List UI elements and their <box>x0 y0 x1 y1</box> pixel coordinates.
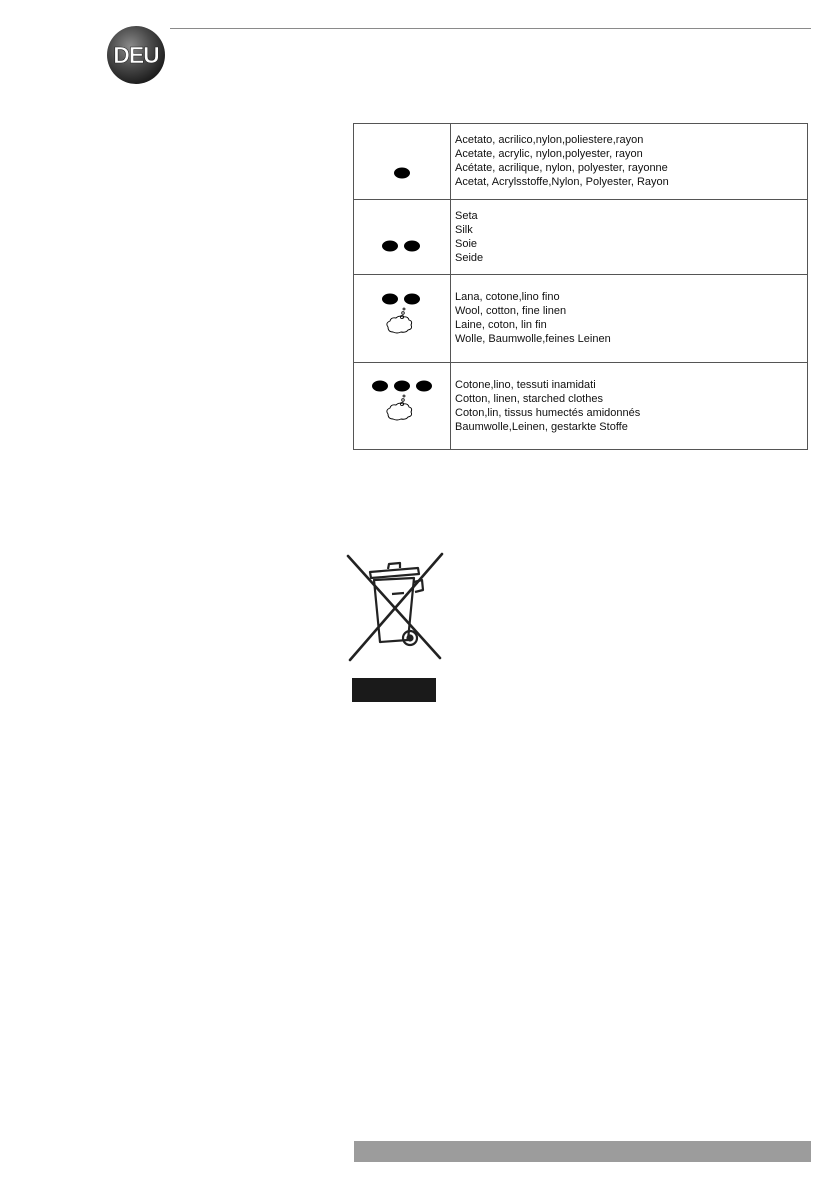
language-badge-icon <box>106 25 166 85</box>
table-row <box>354 362 808 449</box>
fabric-line: Seta <box>455 209 478 222</box>
fabric-cell <box>451 362 808 449</box>
language-badge <box>106 25 166 85</box>
fabric-line: Cotton, linen, starched clothes <box>455 392 603 405</box>
table-row <box>354 275 808 362</box>
fabric-line: Coton,lin, tissus humectés amidonnés <box>455 406 641 419</box>
fabric-line: Baumwolle,Leinen, gestarkte Stoffe <box>455 420 628 433</box>
iron-2-dots-icon <box>372 214 432 254</box>
language-badge-label: DEU <box>113 42 159 68</box>
fabric-line: Laine, coton, lin fin <box>455 319 547 332</box>
fabric-line: Cotone,lino, tessuti inamidati <box>455 378 596 391</box>
table-row <box>354 199 808 275</box>
weee-disposal-symbol <box>342 548 446 706</box>
symbol-cell <box>354 199 451 275</box>
iron-3-dots-steam-icon <box>367 373 437 433</box>
iron-2-dots-steam-icon <box>372 286 432 346</box>
fabric-line: Silk <box>455 223 473 236</box>
fabric-line: Lana, cotone,lino fino <box>455 291 560 304</box>
fabric-line: Acetat, Acrylsstoffe,Nylon, Polyester, Rayon <box>455 176 669 189</box>
table-row <box>354 124 808 200</box>
header-rule <box>170 28 811 29</box>
fabric-line: Seide <box>455 251 484 264</box>
fabric-cell <box>451 275 808 362</box>
symbol-cell <box>354 275 451 362</box>
crossed-out-wheelie-bin-icon <box>342 548 446 706</box>
ironing-care-table <box>353 123 808 450</box>
fabric-line: Wool, cotton, fine linen <box>455 305 567 318</box>
fabric-line: Acetato, acrilico,nylon,poliestere,rayon <box>455 134 644 147</box>
symbol-cell <box>354 362 451 449</box>
fabric-line: Acetate, acrylic, nylon,polyester, rayon <box>455 148 643 161</box>
iron-1-dot-icon <box>372 139 432 179</box>
fabric-line: Wolle, Baumwolle,feines Leinen <box>455 333 611 346</box>
fabric-line: Acétate, acrilique, nylon, polyester, rayonne <box>455 162 668 175</box>
fabric-line: Soie <box>455 237 478 250</box>
fabric-cell <box>451 199 808 275</box>
fabric-cell <box>451 124 808 200</box>
footer-bar <box>354 1141 811 1162</box>
symbol-cell <box>354 124 451 200</box>
